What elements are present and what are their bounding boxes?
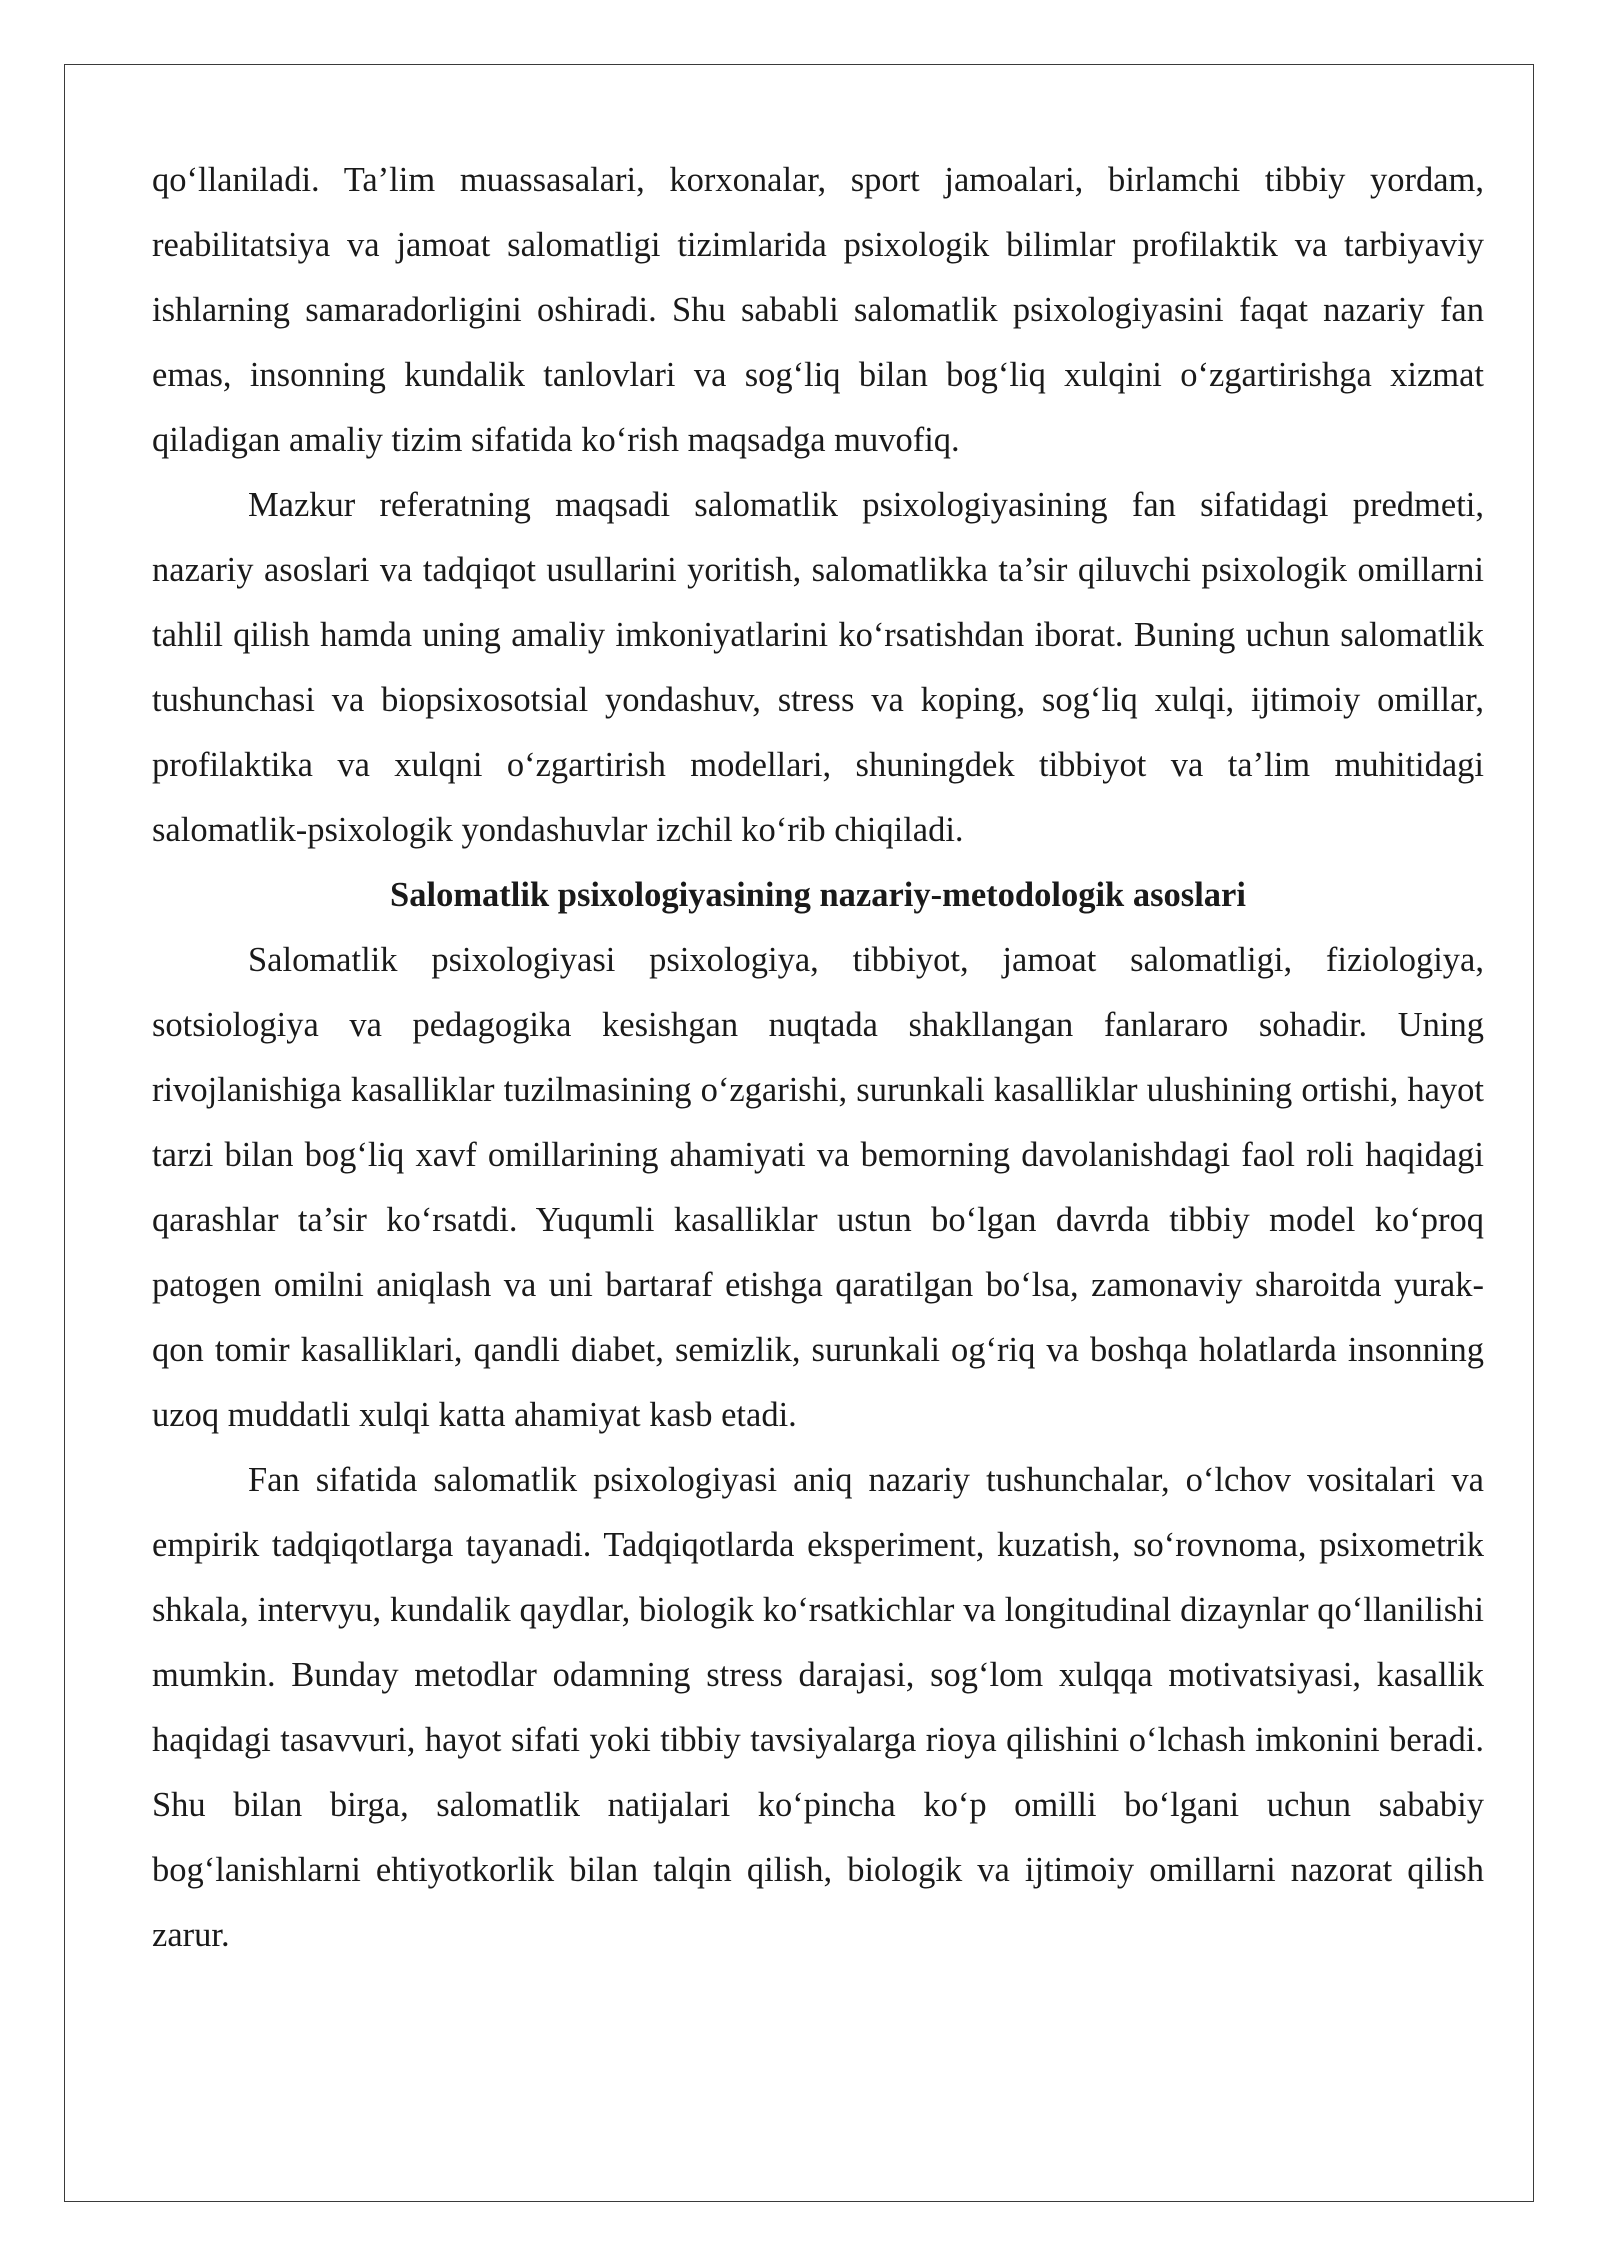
paragraph-3: Salomatlik psixologiyasi psixologiya, tibbiyot, jamoat salomatligi, fiziologiya, sotsiologiya va pedagogika kesishgan nuqtada shakllangan fanlararo sohadir. Uning rivojlanishiga kasalliklar tuzilmasining o‘zgarishi, surunkali kasalliklar ulushining ortishi, hayot tarzi bilan bog‘liq xavf omillarining ahamiyati va bemorning davolanishdagi faol roli haqidagi qarashlar ta’sir ko‘rsatdi. Yuqumli kasalliklar ustun bo‘lgan davrda tibbiy model ko‘proq patogen omilni aniqlash va uni bartaraf etishga qaratilgan bo‘lsa, zamonaviy sharoitda yurak-qon tomir kasalliklari, qandli diabet, semizlik, surunkali og‘riq va boshqa holatlarda insonning uzoq muddatli xulqi katta ahamiyat kasb etadi. [152, 941, 1484, 1434]
paragraph-1: qo‘llaniladi. Ta’lim muassasalari, korxonalar, sport jamoalari, birlamchi tibbiy yordam, reabilitatsiya va jamoat salomatligi tizimlarida psixologik bilimlar profilaktik va tarbiyaviy ishlarning samaradorligini oshiradi. Shu sababli salomatlik psixologiyasini faqat nazariy fan emas, insonning kundalik tanlovlari va sog‘liq bilan bog‘liq xulqini o‘zgartirishga xizmat qiladigan amaliy tizim sifatida ko‘rish maqsadga muvofiq. [152, 161, 1484, 459]
paragraph-2: Mazkur referatning maqsadi salomatlik psixologiyasining fan sifatidagi predmeti, nazariy asoslari va tadqiqot usullarini yoritish, salomatlikka ta’sir qiluvchi psixologik omillarni tahlil qilish hamda uning amaliy imkoniyatlarini ko‘rsatishdan iborat. Buning uchun salomatlik tushunchasi va biopsixosotsial yondashuv, stress va koping, sog‘liq xulqi, ijtimoiy omillar, profilaktika va xulqni o‘zgartirish modellari, shuningdek tibbiyot va ta’lim muhitidagi salomatlik-psixologik yondashuvlar izchil ko‘rib chiqiladi. [152, 486, 1484, 849]
paragraph-4: Fan sifatida salomatlik psixologiyasi aniq nazariy tushunchalar, o‘lchov vositalari va empirik tadqiqotlarga tayanadi. Tadqiqotlarda eksperiment, kuzatish, so‘rovnoma, psixometrik shkala, intervyu, kundalik qaydlar, biologik ko‘rsatkichlar va longitudinal dizaynlar qo‘llanilishi mumkin. Bunday metodlar odamning stress darajasi, sog‘lom xulqqa motivatsiyasi, kasallik haqidagi tasavvuri, hayot sifati yoki tibbiy tavsiyalarga rioya qilishini o‘lchash imkonini beradi. Shu bilan birga, salomatlik natijalari ko‘pincha ko‘p omilli bo‘lgani uchun sababiy bog‘lanishlarni ehtiyotkorlik bilan talqin qilish, biologik va ijtimoiy omillarni nazorat qilish zarur. [152, 1461, 1484, 1954]
section-heading: Salomatlik psixologiyasining nazariy-metodologik asoslari [390, 876, 1246, 914]
document-body [152, 148, 1484, 1968]
